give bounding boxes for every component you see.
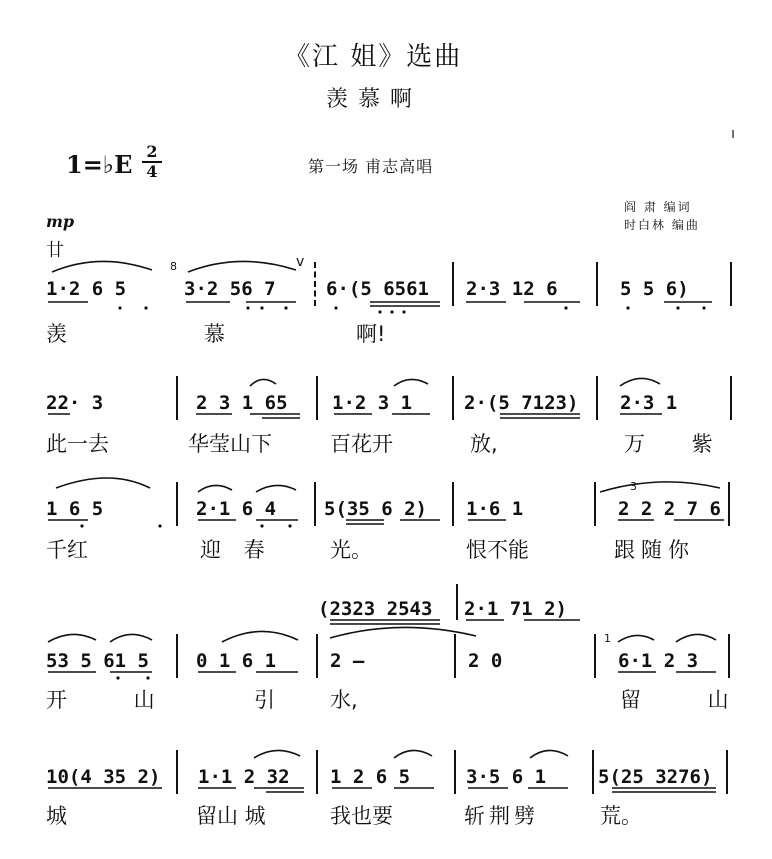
row4-measure4: 2 0: [468, 650, 503, 672]
beam-underline: [346, 520, 384, 524]
row5-measure2: 1·1 2 32: [198, 766, 290, 788]
song-subtitle: 羡慕啊: [326, 87, 423, 112]
row4-lyric: 留 山: [620, 688, 759, 712]
slur: [52, 261, 152, 272]
slur: [250, 379, 276, 386]
row5-lyric: 斩荆劈: [464, 804, 539, 828]
row3-measure3: 5(35 6 2): [324, 498, 427, 520]
row1-measure1: 1·2 6 5: [46, 278, 127, 300]
meter-top: 2: [146, 142, 158, 161]
row5-lyric: 荒。: [600, 804, 642, 828]
dynamic-marking: mp: [46, 212, 75, 231]
row2-measure5: 2·3 1: [620, 392, 678, 414]
row3-lyric: 千红: [46, 538, 88, 562]
svg-text:3: 3: [630, 480, 637, 493]
row3-measure1: 1 6 5: [46, 498, 104, 520]
row3-measure5: 2 2 2 7 6: [618, 498, 721, 520]
slur: [48, 634, 96, 642]
slur: [618, 635, 654, 642]
row4-lyric: 开 山: [46, 688, 185, 712]
slur: [222, 631, 298, 642]
slur: [330, 627, 476, 638]
row4-lyric: 水,: [330, 688, 358, 712]
row1-lyric: 慕: [204, 322, 225, 346]
beam-underline: [254, 788, 304, 792]
row2-lyric: 万 紫: [624, 432, 733, 456]
lyricist-credit: 阎 肃 编词: [624, 200, 692, 214]
beam-underline: [370, 302, 440, 306]
row2-lyric: 此一去: [46, 432, 109, 456]
row2-measure1: 22· 3: [46, 392, 104, 414]
row2-lyric: 百花开: [330, 432, 393, 456]
beam-underline: [250, 414, 300, 418]
row4-measure5: 6·1 2 3: [618, 650, 699, 672]
slur: [530, 750, 568, 758]
beam-underline: [330, 620, 440, 624]
row5-lyric: 城: [46, 804, 67, 828]
row4-measure1: 53 5 61 5: [46, 650, 149, 672]
slur: [256, 485, 296, 492]
row3-lyric: 光。: [330, 538, 372, 562]
key-signature: 1=♭E: [66, 150, 133, 179]
scene-info: 第一场 甫志高唱: [308, 157, 434, 176]
slur: [600, 482, 720, 492]
row4-lyric: 引: [254, 688, 275, 712]
slur: [394, 379, 428, 386]
row5-measure3: 1 2 6 5: [330, 766, 411, 788]
row5-lyric: 留山 城: [196, 804, 266, 828]
meter-bottom: 4: [146, 162, 158, 181]
row2-lyric: 放,: [470, 432, 498, 456]
row2-measure3: 1·2 3 1: [332, 392, 413, 414]
row1-measure2: 3·2 56 7: [184, 278, 276, 300]
row5-measure5: 5(25 3276): [598, 766, 713, 788]
row2-lyric: 华莹山下: [188, 432, 272, 456]
row3-lyric: 恨不能: [466, 538, 529, 562]
row5-measure4: 3·5 6 1: [466, 766, 547, 788]
slur: [254, 750, 300, 758]
row1-lyric: 啊!: [356, 322, 386, 346]
row2-measure2: 2 3 1 65: [196, 392, 288, 414]
row4-upper-measure2: 2·1 71 2): [464, 598, 567, 620]
beam-underline: [500, 414, 580, 418]
row1-measure4: 2·3 12 6: [466, 278, 558, 300]
slur: [56, 478, 150, 488]
row1-measure5: 5 5 6): [620, 278, 689, 300]
svg-text:8: 8: [170, 260, 177, 273]
slur: [198, 485, 232, 492]
slur: [188, 261, 296, 272]
row3-lyric: 迎 春: [200, 538, 273, 562]
composer-credit: 时白林 编曲: [624, 218, 700, 232]
row3-lyric: 跟随你: [614, 538, 695, 562]
row4-upper-measure1: (2323 2543: [318, 598, 433, 620]
row5-measure1: 10(4 35 2): [46, 766, 161, 788]
beam-underline: [612, 788, 716, 792]
free-meter-mark: 廿: [46, 240, 64, 261]
row4-measure3: 2 —: [330, 650, 365, 672]
row5-lyric: 我也要: [330, 804, 393, 828]
row1-measure3: 6·(5 6561: [326, 278, 429, 300]
song-title: 《江 姐》选曲: [284, 42, 463, 72]
slur: [676, 634, 716, 642]
slur: [110, 634, 152, 642]
row2-measure4: 2·(5 7123): [464, 392, 579, 414]
slur: [394, 750, 432, 758]
row3-measure4: 1·6 1: [466, 498, 524, 520]
svg-text:1: 1: [604, 632, 611, 645]
slur: [620, 378, 660, 386]
row1-lyric: 羡: [46, 322, 67, 346]
row4-measure2: 0 1 6 1: [196, 650, 277, 672]
row3-measure2: 2·1 6 4: [196, 498, 277, 520]
svg-text:v: v: [296, 254, 305, 270]
